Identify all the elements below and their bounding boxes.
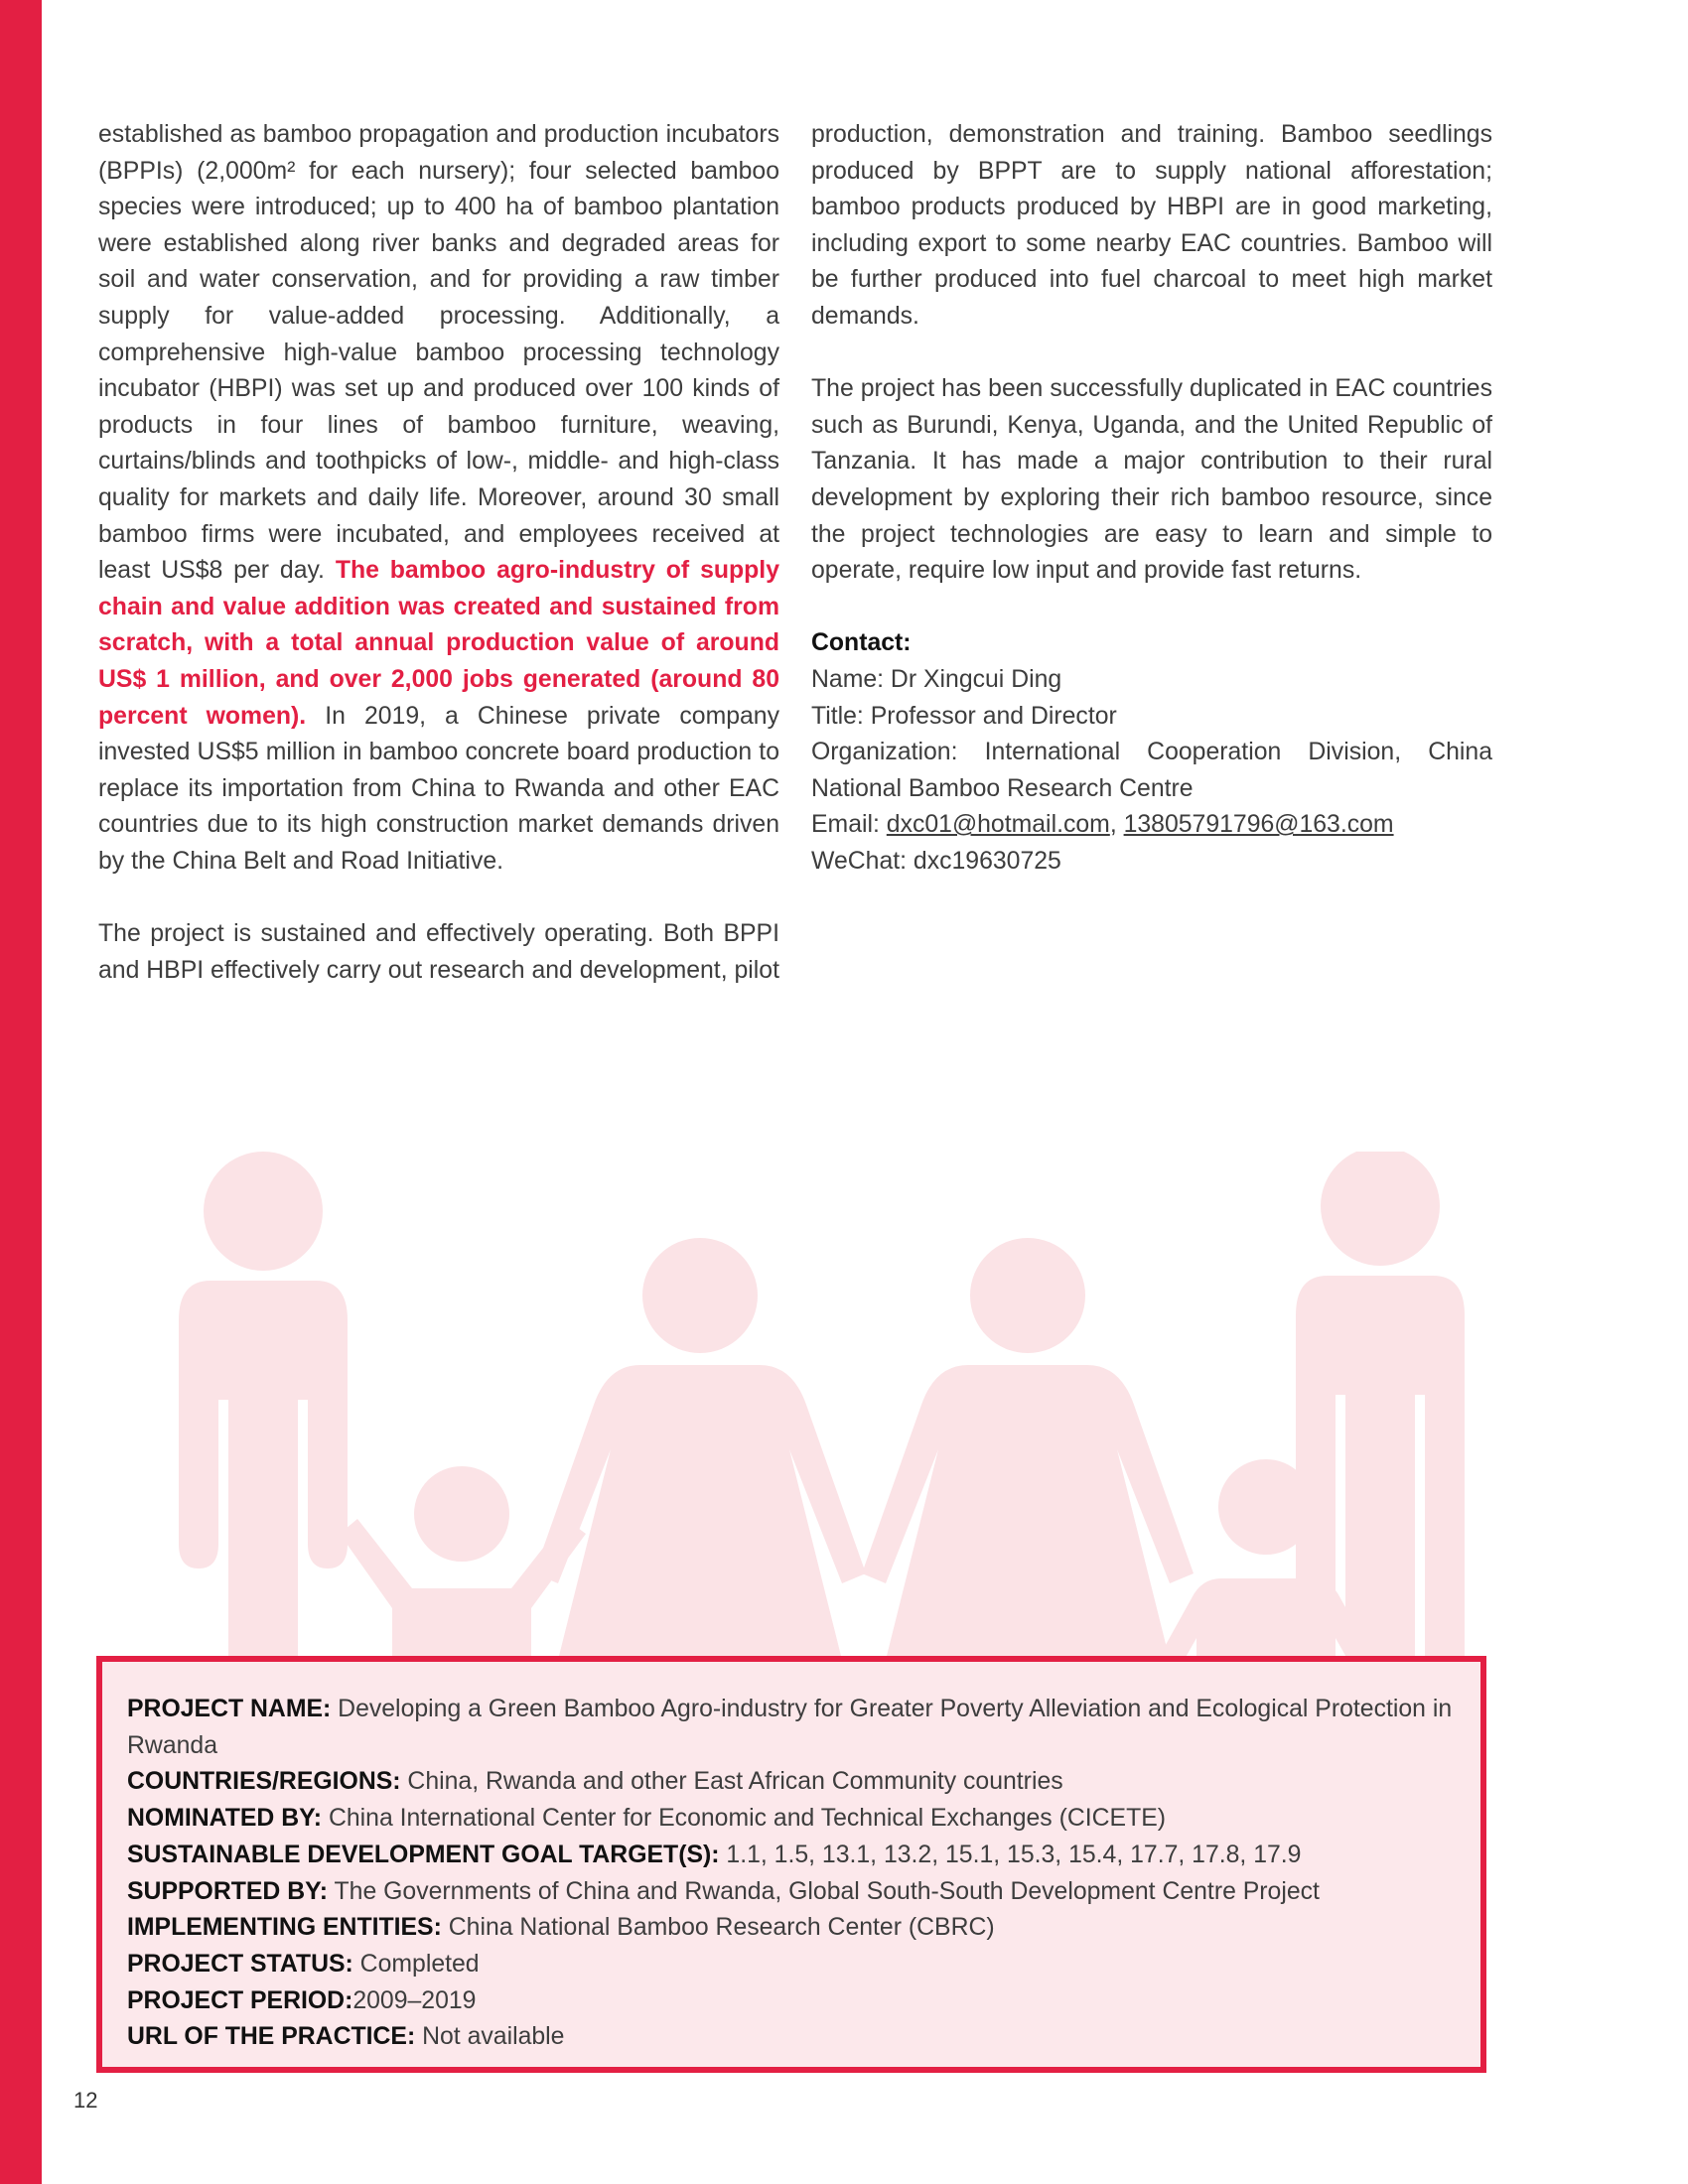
info-row-url: URL OF THE PRACTICE: Not available <box>127 2023 565 2051</box>
info-row-project-period: PROJECT PERIOD:2009–2019 <box>127 1986 477 2014</box>
info-row-implementing-entities: IMPLEMENTING ENTITIES: China National Bamboo Research Center (CBRC) <box>127 1914 995 1942</box>
contact-name: Name: Dr Xingcui Ding <box>811 665 1062 693</box>
contact-email: Email: dxc01@hotmail.com, 13805791796@163.com <box>811 811 1394 839</box>
contact-section <box>811 625 1492 880</box>
info-row-supported-by: SUPPORTED BY: The Governments of China and Rwanda, Global South-South Development Centre Project <box>127 1877 1320 1905</box>
info-row-project-status: PROJECT STATUS: Completed <box>127 1950 480 1978</box>
highlighted-statement: The bamboo agro-industry of supply chain and value addition was created and sustained from scratch, with a total annual production value of around US$ 1 million, and over 2,000 jobs generated (around 80 percent women). <box>98 557 779 730</box>
left-paragraph-1: established as bamboo propagation and production incubators (BPPIs) (2,000m² for each nursery); four selected bamboo species were introduced; up to 400 ha of bamboo plantation were established along river banks and degraded areas for soil and water conservation, and for providing a raw timber supply for value-added processing. Additionally, a comprehensive high-value bamboo processing technology incubator (HBPI) was set up and produced over 100 kinds of products in four lines of bamboo furniture, weaving, curtains/blinds and toothpicks of low-, middle- and high-class quality for markets and daily life. Moreover, around 30 small bamboo firms were incubated, and employees received at least US$8 per day. The bamboo agro-industry of supply chain and value addition was created and sustained from scratch, with a total annual production value of around US$ 1 million, and over 2,000 jobs generated (around 80 percent women). In 2019, a Chinese private company invested US$5 million in bamboo concrete board production to replace its importation from China to Rwanda and other EAC countries due to its high construction market demands driven by the China Belt and Road Initiative. <box>98 121 779 875</box>
contact-organization: Organization: International Cooperation Division, China National Bamboo Research Centre <box>811 739 1492 802</box>
info-row-countries: COUNTRIES/REGIONS: China, Rwanda and other East African Community countries <box>127 1768 1063 1796</box>
left-column <box>98 117 779 1025</box>
right-column <box>811 117 1492 880</box>
email-link-2[interactable]: 13805791796@163.com <box>1123 811 1394 839</box>
info-row-nominated-by: NOMINATED BY: China International Center for Economic and Technical Exchanges (CICETE) <box>127 1805 1167 1833</box>
contact-wechat: WeChat: dxc19630725 <box>811 847 1061 875</box>
right-paragraph-1: production, demonstration and training. Bamboo seedlings produced by BPPT are to supply national afforestation; bamboo products produced by HBPI are in good marketing, including export to some nearby EAC countries. Bamboo will be further produced into fuel charcoal to meet high market demands. <box>811 121 1492 330</box>
left-paragraph-2: The project is sustained and effectively operating. Both BPPI and HBPI effectively carry out research and development, pilot <box>98 920 779 984</box>
contact-title: Title: Professor and Director <box>811 702 1117 730</box>
left-accent-bar <box>0 0 42 2184</box>
page-number: 12 <box>73 2088 98 2113</box>
contact-heading: Contact: <box>811 629 912 657</box>
project-info-box <box>96 1656 1486 2073</box>
right-paragraph-2: The project has been successfully duplicated in EAC countries such as Burundi, Kenya, Uganda, and the United Republic of Tanzania. It has made a major contribution to their rural development by exploring their rich bamboo resource, since the project technologies are easy to learn and simple to operate, require low input and provide fast returns. <box>811 375 1492 585</box>
email-link-1[interactable]: dxc01@hotmail.com <box>886 811 1110 839</box>
info-row-sdg-targets: SUSTAINABLE DEVELOPMENT GOAL TARGET(S): 1.1, 1.5, 13.1, 13.2, 15.1, 15.3, 15.4, 17.7, 17.8, 17.9 <box>127 1841 1302 1868</box>
info-row-project-name: PROJECT NAME: Developing a Green Bamboo Agro-industry for Greater Poverty Alleviation and Ecological Protection in Rwanda <box>127 1696 1453 1759</box>
